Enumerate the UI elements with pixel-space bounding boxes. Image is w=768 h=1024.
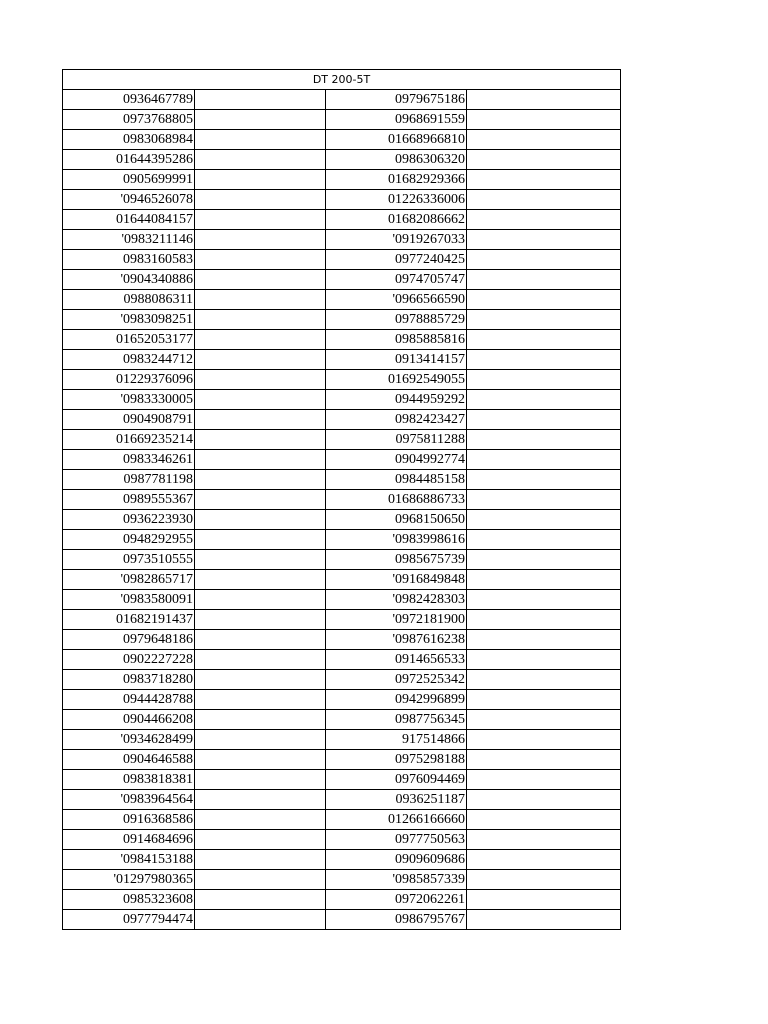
- table-row: [63, 910, 621, 930]
- phone-cell-a: 0983818381: [63, 770, 195, 790]
- empty-cell: [467, 750, 621, 770]
- phone-cell-b: 01686886733: [326, 490, 467, 510]
- phone-cell-b: 0987756345: [326, 710, 467, 730]
- table-row: [63, 470, 621, 490]
- table-row: [63, 130, 621, 150]
- phone-cell-b: '0972181900: [326, 610, 467, 630]
- phone-cell-b: 0972062261: [326, 890, 467, 910]
- phone-cell-b: '0985857339: [326, 870, 467, 890]
- phone-cell-b: 0904992774: [326, 450, 467, 470]
- phone-cell-b: 0909609686: [326, 850, 467, 870]
- empty-cell: [195, 630, 326, 650]
- phone-cell-b: '0916849848: [326, 570, 467, 590]
- phone-cell-a: '0984153188: [63, 850, 195, 870]
- table-body: [63, 90, 621, 930]
- table-row: [63, 750, 621, 770]
- phone-cell-b: 0968150650: [326, 510, 467, 530]
- phone-cell-a: '0983964564: [63, 790, 195, 810]
- empty-cell: [195, 510, 326, 530]
- empty-cell: [195, 870, 326, 890]
- empty-cell: [467, 610, 621, 630]
- table-row: [63, 810, 621, 830]
- empty-cell: [195, 350, 326, 370]
- empty-cell: [195, 590, 326, 610]
- empty-cell: [195, 130, 326, 150]
- empty-cell: [195, 710, 326, 730]
- phone-cell-a: 0936467789: [63, 90, 195, 110]
- phone-cell-b: 0968691559: [326, 110, 467, 130]
- phone-cell-b: 0914656533: [326, 650, 467, 670]
- empty-cell: [195, 250, 326, 270]
- table-row: [63, 190, 621, 210]
- table-row: [63, 790, 621, 810]
- phone-cell-a: '0946526078: [63, 190, 195, 210]
- phone-cell-b: 0936251187: [326, 790, 467, 810]
- phone-cell-a: '0983580091: [63, 590, 195, 610]
- table-row: [63, 110, 621, 130]
- phone-cell-a: '0983330005: [63, 390, 195, 410]
- table-row: [63, 410, 621, 430]
- empty-cell: [467, 430, 621, 450]
- table-row: [63, 350, 621, 370]
- table-row: [63, 330, 621, 350]
- empty-cell: [467, 390, 621, 410]
- phone-cell-a: 0905699991: [63, 170, 195, 190]
- empty-cell: [195, 750, 326, 770]
- table-row: [63, 250, 621, 270]
- empty-cell: [195, 490, 326, 510]
- phone-cell-b: 01668966810: [326, 130, 467, 150]
- empty-cell: [195, 270, 326, 290]
- phone-cell-a: 01644395286: [63, 150, 195, 170]
- table-row: [63, 510, 621, 530]
- phone-cell-b: '0987616238: [326, 630, 467, 650]
- empty-cell: [467, 630, 621, 650]
- phone-cell-b: 01692549055: [326, 370, 467, 390]
- empty-cell: [195, 610, 326, 630]
- empty-cell: [467, 150, 621, 170]
- empty-cell: [467, 850, 621, 870]
- empty-cell: [467, 790, 621, 810]
- phone-cell-a: 0916368586: [63, 810, 195, 830]
- empty-cell: [467, 470, 621, 490]
- spreadsheet-table: [62, 69, 621, 930]
- empty-cell: [195, 110, 326, 130]
- header-row: [63, 70, 621, 90]
- empty-cell: [195, 150, 326, 170]
- phone-cell-a: 0973510555: [63, 550, 195, 570]
- phone-cell-b: 0985885816: [326, 330, 467, 350]
- phone-cell-a: '01297980365: [63, 870, 195, 890]
- empty-cell: [467, 510, 621, 530]
- empty-cell: [195, 910, 326, 930]
- phone-cell-b: 0985675739: [326, 550, 467, 570]
- empty-cell: [467, 650, 621, 670]
- phone-cell-a: 0983244712: [63, 350, 195, 370]
- empty-cell: [195, 310, 326, 330]
- table-row: [63, 530, 621, 550]
- phone-cell-b: 917514866: [326, 730, 467, 750]
- table-row: [63, 290, 621, 310]
- empty-cell: [467, 110, 621, 130]
- phone-cell-a: '0982865717: [63, 570, 195, 590]
- phone-cell-a: 0983718280: [63, 670, 195, 690]
- empty-cell: [467, 370, 621, 390]
- table-row: [63, 490, 621, 510]
- phone-cell-a: 0979648186: [63, 630, 195, 650]
- empty-cell: [467, 590, 621, 610]
- phone-cell-b: 01682086662: [326, 210, 467, 230]
- empty-cell: [195, 410, 326, 430]
- phone-cell-b: 0942996899: [326, 690, 467, 710]
- empty-cell: [467, 410, 621, 430]
- phone-cell-b: '0966566590: [326, 290, 467, 310]
- table-row: [63, 870, 621, 890]
- table-row: [63, 310, 621, 330]
- empty-cell: [467, 250, 621, 270]
- empty-cell: [467, 810, 621, 830]
- table-row: [63, 570, 621, 590]
- empty-cell: [195, 430, 326, 450]
- empty-cell: [467, 490, 621, 510]
- phone-cell-b: 0974705747: [326, 270, 467, 290]
- table-row: [63, 850, 621, 870]
- phone-cell-b: 0944959292: [326, 390, 467, 410]
- empty-cell: [195, 690, 326, 710]
- table-row: [63, 610, 621, 630]
- empty-cell: [467, 270, 621, 290]
- empty-cell: [467, 230, 621, 250]
- phone-cell-b: '0982428303: [326, 590, 467, 610]
- phone-cell-a: 0989555367: [63, 490, 195, 510]
- phone-cell-a: 0902227228: [63, 650, 195, 670]
- empty-cell: [467, 450, 621, 470]
- phone-cell-a: 0904466208: [63, 710, 195, 730]
- empty-cell: [467, 90, 621, 110]
- phone-cell-a: 0948292955: [63, 530, 195, 550]
- empty-cell: [195, 190, 326, 210]
- table-row: [63, 450, 621, 470]
- phone-cell-b: 0984485158: [326, 470, 467, 490]
- empty-cell: [195, 170, 326, 190]
- empty-cell: [195, 550, 326, 570]
- empty-cell: [467, 190, 621, 210]
- phone-cell-a: '0904340886: [63, 270, 195, 290]
- empty-cell: [195, 670, 326, 690]
- empty-cell: [467, 870, 621, 890]
- phone-cell-b: 0986306320: [326, 150, 467, 170]
- table-row: [63, 150, 621, 170]
- phone-cell-a: 01229376096: [63, 370, 195, 390]
- phone-cell-a: 0983346261: [63, 450, 195, 470]
- empty-cell: [195, 730, 326, 750]
- table-row: [63, 210, 621, 230]
- empty-cell: [195, 290, 326, 310]
- empty-cell: [195, 450, 326, 470]
- phone-cell-b: 0978885729: [326, 310, 467, 330]
- empty-cell: [195, 210, 326, 230]
- table-row: [63, 590, 621, 610]
- phone-cell-a: '0983098251: [63, 310, 195, 330]
- empty-cell: [195, 850, 326, 870]
- phone-cell-a: '0934628499: [63, 730, 195, 750]
- empty-cell: [467, 290, 621, 310]
- phone-cell-b: 0975811288: [326, 430, 467, 450]
- phone-cell-a: 0904908791: [63, 410, 195, 430]
- empty-cell: [467, 570, 621, 590]
- table-row: [63, 230, 621, 250]
- phone-cell-a: 0914684696: [63, 830, 195, 850]
- empty-cell: [195, 90, 326, 110]
- empty-cell: [195, 650, 326, 670]
- table-row: [63, 670, 621, 690]
- empty-cell: [467, 690, 621, 710]
- table-row: [63, 830, 621, 850]
- empty-cell: [467, 530, 621, 550]
- empty-cell: [467, 730, 621, 750]
- phone-cell-b: 0977240425: [326, 250, 467, 270]
- table-row: [63, 430, 621, 450]
- empty-cell: [467, 210, 621, 230]
- phone-cell-a: 0936223930: [63, 510, 195, 530]
- phone-cell-b: 01682929366: [326, 170, 467, 190]
- phone-cell-a: 0987781198: [63, 470, 195, 490]
- empty-cell: [467, 830, 621, 850]
- empty-cell: [195, 330, 326, 350]
- empty-cell: [467, 710, 621, 730]
- empty-cell: [195, 570, 326, 590]
- table-row: [63, 90, 621, 110]
- empty-cell: [195, 470, 326, 490]
- empty-cell: [467, 130, 621, 150]
- phone-cell-b: '0919267033: [326, 230, 467, 250]
- empty-cell: [195, 810, 326, 830]
- empty-cell: [467, 330, 621, 350]
- phone-cell-a: 0973768805: [63, 110, 195, 130]
- phone-cell-a: '0983211146: [63, 230, 195, 250]
- phone-cell-a: 0985323608: [63, 890, 195, 910]
- phone-cell-b: '0983998616: [326, 530, 467, 550]
- table-title: DT 200-5T: [63, 70, 621, 90]
- phone-cell-b: 0977750563: [326, 830, 467, 850]
- empty-cell: [195, 790, 326, 810]
- table-row: [63, 730, 621, 750]
- phone-cell-a: 01669235214: [63, 430, 195, 450]
- empty-cell: [195, 530, 326, 550]
- table-row: [63, 630, 621, 650]
- phone-cell-a: 0988086311: [63, 290, 195, 310]
- table-row: [63, 690, 621, 710]
- empty-cell: [195, 890, 326, 910]
- empty-cell: [467, 170, 621, 190]
- phone-cell-b: 0976094469: [326, 770, 467, 790]
- phone-cell-b: 01266166660: [326, 810, 467, 830]
- phone-cell-b: 01226336006: [326, 190, 467, 210]
- empty-cell: [195, 230, 326, 250]
- empty-cell: [195, 370, 326, 390]
- empty-cell: [195, 770, 326, 790]
- phone-cell-a: 01644084157: [63, 210, 195, 230]
- table-row: [63, 650, 621, 670]
- empty-cell: [467, 550, 621, 570]
- phone-cell-b: 0982423427: [326, 410, 467, 430]
- empty-cell: [467, 890, 621, 910]
- table-row: [63, 710, 621, 730]
- phone-cell-a: 0983068984: [63, 130, 195, 150]
- phone-cell-b: 0986795767: [326, 910, 467, 930]
- empty-cell: [195, 830, 326, 850]
- table-row: [63, 890, 621, 910]
- table-row: [63, 390, 621, 410]
- phone-cell-a: 0904646588: [63, 750, 195, 770]
- empty-cell: [467, 350, 621, 370]
- phone-cell-a: 0977794474: [63, 910, 195, 930]
- empty-cell: [195, 390, 326, 410]
- empty-cell: [467, 670, 621, 690]
- phone-cell-a: 01652053177: [63, 330, 195, 350]
- phone-cell-b: 0979675186: [326, 90, 467, 110]
- table-row: [63, 770, 621, 790]
- table-row: [63, 370, 621, 390]
- table-row: [63, 170, 621, 190]
- phone-cell-b: 0913414157: [326, 350, 467, 370]
- table-row: [63, 270, 621, 290]
- table-row: [63, 550, 621, 570]
- empty-cell: [467, 310, 621, 330]
- empty-cell: [467, 910, 621, 930]
- phone-cell-a: 01682191437: [63, 610, 195, 630]
- phone-cell-a: 0944428788: [63, 690, 195, 710]
- phone-cell-b: 0975298188: [326, 750, 467, 770]
- phone-cell-a: 0983160583: [63, 250, 195, 270]
- phone-cell-b: 0972525342: [326, 670, 467, 690]
- empty-cell: [467, 770, 621, 790]
